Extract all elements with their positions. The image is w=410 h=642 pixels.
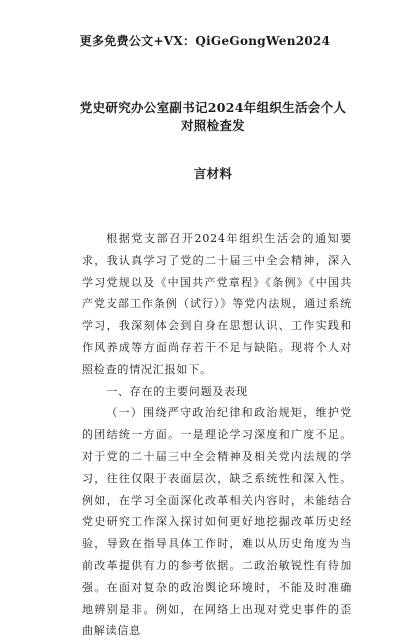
- promo-header: 更多免费公文+VX：QiGeGongWen2024: [79, 34, 331, 48]
- document-title-line-2: 言材料: [193, 166, 233, 181]
- section-paragraph: （一）围绕严守政治纪律和政治规矩，维护党的团结统一方面。一是理论学习深度和广度不足。对于党的二十届三中全会精神及相关党内法规的学习，往往仅限于表面层次，缺乏系统性和深入性。例如，在学习全面深化改革相关内容时，未能结合党史研究工作深入探讨如何更好地挖掘改革历史经验，导致在指导具体工作时，难以从历史角度为当前改革提供有力的参考依据。二政治敏锐性有待加强。在面对复杂的政治舆论环境时，不能及时准确地辨别是非。例如，在网络上出现对党史事件的歪曲解读信息: [82, 406, 352, 638]
- intro-paragraph: 根据党支部召开2024年组织生活会的通知要求，我认真学习了党的二十届三中全会精神，深入学习党规以及《中国共产党章程》《条例》《中国共产党支部工作条例（试行）》等党内法规，通过系统学习，我深刻体会到自身在思想认识、工作实践和作风养成等方面尚存若干不足与缺陷。现将个人对照检查的情况汇报如下。: [82, 232, 352, 376]
- document-title-line-1: 党史研究办公室副书记2024年组织生活会个人对照检查发: [79, 100, 347, 133]
- section-heading: 一、存在的主要问题及表现: [106, 384, 248, 398]
